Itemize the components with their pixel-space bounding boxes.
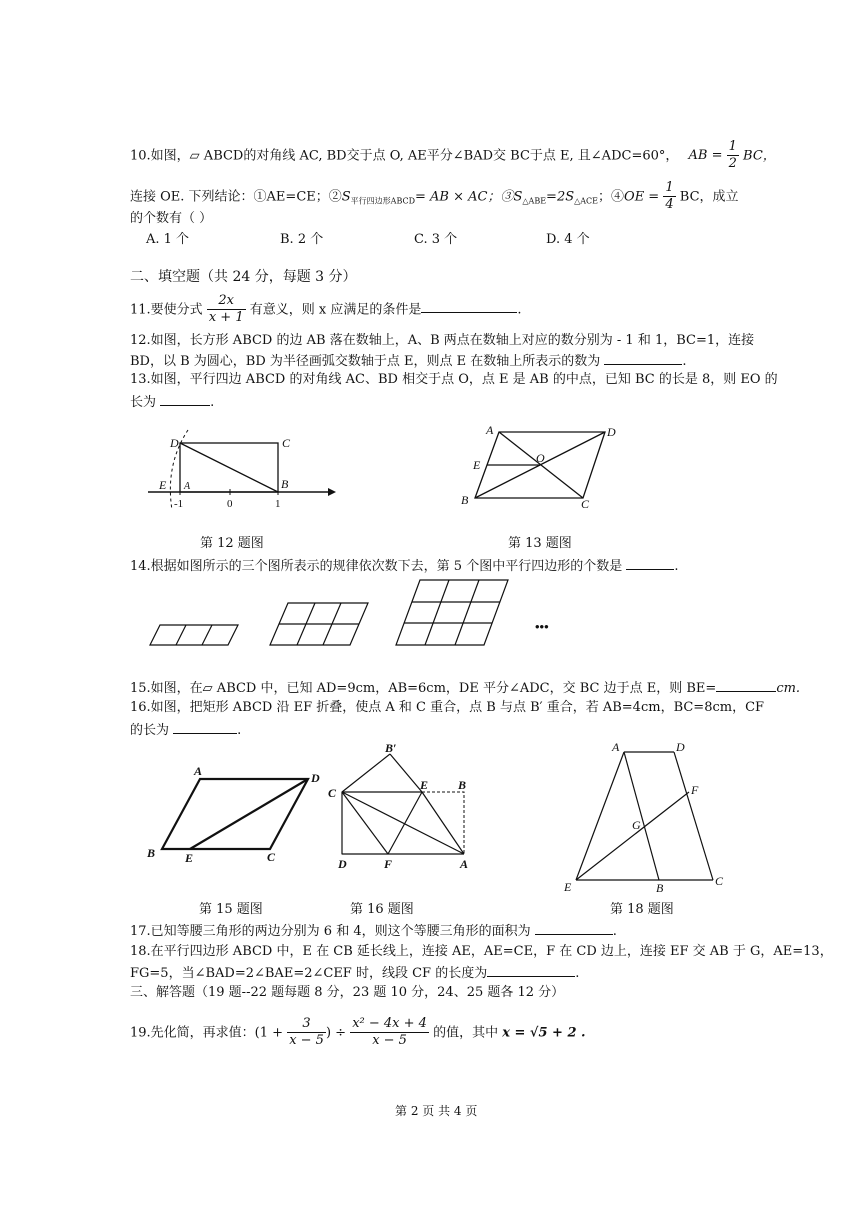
q12-line1: 12.如图，长方形 ABCD 的边 AB 落在数轴上，A、B 两点在数轴上对应的数分别为 - 1 和 1，BC=1，连接 xyxy=(130,333,755,348)
label-d: D xyxy=(170,436,179,450)
segment-de xyxy=(190,779,308,849)
q18-line2 xyxy=(130,964,579,982)
tick-label-0: 0 xyxy=(227,498,233,510)
frac-num: 3 xyxy=(287,1016,326,1033)
label-f: F xyxy=(691,783,699,797)
figure-16 xyxy=(320,742,480,877)
frac-den: x − 5 xyxy=(372,1033,407,1049)
pattern-2 xyxy=(270,603,368,645)
q16-answer-blank[interactable] xyxy=(173,721,237,734)
tick-label-neg1: -1 xyxy=(174,498,184,510)
q15-answer-blank[interactable] xyxy=(716,679,776,692)
diagonal-bd xyxy=(180,443,278,492)
pattern-3 xyxy=(396,580,508,645)
q14-text: 14.根据如图所示的三个图所表示的规律依次数下去，第 5 个图中平行四边形的个数是 xyxy=(130,559,623,574)
q18-line2-text: FG=5，当∠BAD=2∠BAE=2∠CEF 时，线段 CF 的长度为 xyxy=(130,966,488,981)
q16-line2-text: 的长为 xyxy=(130,723,170,738)
q19-fraction-1 xyxy=(287,1016,326,1050)
label-a: A xyxy=(184,481,191,492)
q17-text: 17.已知等腰三角形的两边分别为 6 和 4，则这个等腰三角形的面积为 xyxy=(130,924,531,939)
label-e: E xyxy=(185,851,194,865)
q18-end: . xyxy=(575,966,580,981)
q10-line2 xyxy=(130,180,739,214)
q13-line2 xyxy=(130,393,214,411)
figure-15 xyxy=(140,765,330,865)
fig18-caption: 第 18 题图 xyxy=(610,902,674,917)
diagonal-ca xyxy=(342,792,464,854)
side-ab xyxy=(624,752,659,880)
label-g: G xyxy=(632,818,641,832)
label-e: E xyxy=(564,880,572,894)
q10-line2-a: 连接 OE. 下列结论：①AE=CE；② xyxy=(130,189,342,205)
q10-line2-sub3: △ACE xyxy=(574,196,599,206)
q13-line1: 13.如图，平行四边 ABCD 的对角线 AC、BD 相交于点 O，点 E 是 AB 的中点，已知 BC 的长是 8，则 EO 的 xyxy=(130,372,778,387)
label-b: B xyxy=(458,778,467,792)
q11-suffix: 有意义，则 x 应满足的条件是 xyxy=(249,302,422,318)
side-dc xyxy=(674,752,713,880)
fig16-caption: 第 16 题图 xyxy=(350,902,414,917)
q15-end: cm. xyxy=(776,681,801,696)
q14 xyxy=(130,557,679,575)
q10-line2-d: =2S xyxy=(546,189,575,205)
q10-line2-sub: 平行四边形ABCD xyxy=(350,196,416,206)
label-a: A xyxy=(612,740,620,754)
q19-mid: ) ÷ xyxy=(325,1025,347,1041)
q10-ab-rhs: BC， xyxy=(743,148,776,164)
q19 xyxy=(130,1016,586,1050)
page-footer: 第 2 页 共 4 页 xyxy=(395,1104,478,1118)
q17-end: . xyxy=(612,924,617,939)
figure-12 xyxy=(140,425,340,515)
q11-end: . xyxy=(517,302,522,318)
label-c: C xyxy=(267,850,276,864)
frac-num: 2x xyxy=(207,293,246,310)
label-e: E xyxy=(159,478,167,492)
q17 xyxy=(130,922,617,940)
q14-pattern-figures xyxy=(148,578,548,650)
q13-line2-text: 长为 xyxy=(130,395,157,410)
q19-condition: x = √5 + 2 . xyxy=(502,1025,586,1041)
label-a: A xyxy=(460,857,469,871)
label-c: C xyxy=(282,436,291,450)
q14-end: . xyxy=(674,559,679,574)
label-d: D xyxy=(338,857,347,871)
section2-title: 二、填空题（共 24 分，每题 3 分） xyxy=(130,269,357,285)
q11-prefix: 11.要使分式 xyxy=(130,302,203,318)
label-b: B xyxy=(656,881,664,895)
label-e: E xyxy=(473,458,481,472)
segment-b1e xyxy=(390,754,422,792)
segment-cf xyxy=(342,792,388,854)
q12-end: . xyxy=(682,354,687,369)
frac-den: x + 1 xyxy=(208,310,244,326)
q11 xyxy=(130,293,521,327)
label-b: B xyxy=(147,846,156,860)
q10-line2-sub2: △ABE xyxy=(522,196,547,206)
label-b-prime: B′ xyxy=(385,741,397,755)
ellipsis: ••• xyxy=(535,619,549,634)
q10-line1-text: 10.如图，▱ ABCD的对角线 AC, BD交于点 O, AE平分∠BAD交 BC于点 E, 且∠ADC=60°， xyxy=(130,148,679,164)
q14-answer-blank[interactable] xyxy=(626,557,674,570)
frac-num: 1 xyxy=(663,180,675,197)
axis-arrow xyxy=(328,488,336,496)
q10-line3: 的个数有（ ） xyxy=(130,211,213,226)
label-a: A xyxy=(194,764,203,778)
q17-answer-blank[interactable] xyxy=(535,922,613,935)
q10-line2-b: S xyxy=(341,189,351,205)
label-b: B xyxy=(281,477,289,491)
label-f: F xyxy=(384,857,393,871)
q16-line1: 16.如图，把矩形 ABCD 沿 EF 折叠，使点 A 和 C 重合，点 B 与点 B′ 重合，若 AB=4cm，BC=8cm，CF xyxy=(130,700,765,715)
figure-18 xyxy=(558,735,738,895)
fig12-caption: 第 12 题图 xyxy=(200,536,264,551)
q13-end: . xyxy=(210,395,215,410)
fold-ef xyxy=(388,792,422,854)
q11-fraction xyxy=(207,293,246,327)
q15-text: 15.如图，在▱ ABCD 中，已知 AD=9cm，AB=6cm，DE 平分∠ADC，交 BC 边于点 E，则 BE= xyxy=(130,681,717,696)
label-b: B xyxy=(461,493,469,507)
q11-answer-blank[interactable] xyxy=(421,300,517,313)
label-o: O xyxy=(536,451,545,465)
q10-ab-fraction xyxy=(727,139,739,173)
q12-answer-blank[interactable] xyxy=(604,352,682,365)
frac-den: 4 xyxy=(665,197,674,213)
q10-option-c: C. 3 个 xyxy=(414,232,458,247)
q10-ab-lhs: AB = xyxy=(688,148,723,164)
segment-ea xyxy=(422,792,464,854)
segment-cb1 xyxy=(342,754,390,792)
section3-title: 三、解答题（19 题--22 题每题 8 分，23 题 10 分，24、25 题各 12 分） xyxy=(130,985,565,1000)
q10-line1 xyxy=(130,139,776,173)
label-c: C xyxy=(715,874,724,888)
q13-answer-blank[interactable] xyxy=(160,393,210,406)
q18-line1: 18.在平行四边形 ABCD 中，E 在 CB 延长线上，连接 AE，AE=CE，F 在 CD 边上，连接 EF 交 AB 于 G，AE=13， xyxy=(130,944,833,959)
fig13-caption: 第 13 题图 xyxy=(508,536,572,551)
label-d: D xyxy=(607,425,616,439)
label-e: E xyxy=(420,778,429,792)
frac-den: x − 5 xyxy=(289,1033,324,1049)
frac-num: x² − 4x + 4 xyxy=(350,1016,429,1033)
label-a: A xyxy=(486,423,494,437)
q19-fraction-2 xyxy=(350,1016,429,1050)
label-c: C xyxy=(581,497,590,511)
fig15-caption: 第 15 题图 xyxy=(199,902,263,917)
q10-line2-f: OE = xyxy=(624,189,660,205)
q10-line2-g: BC，成立 xyxy=(679,189,739,205)
frac-den: 2 xyxy=(728,156,737,172)
figure-13 xyxy=(455,420,630,510)
parallelogram-abcd xyxy=(162,779,308,849)
label-c: C xyxy=(328,786,337,800)
q18-answer-blank[interactable] xyxy=(487,964,575,977)
q10-option-a: A. 1 个 xyxy=(146,232,190,247)
q19-suffix: 的值，其中 xyxy=(433,1025,499,1041)
label-d: D xyxy=(676,740,685,754)
tick-label-1: 1 xyxy=(275,498,281,510)
label-d: D xyxy=(311,771,320,785)
q10-option-d: D. 4 个 xyxy=(546,232,590,247)
pattern-1 xyxy=(150,625,238,645)
q10-option-b: B. 2 个 xyxy=(280,232,324,247)
q10-line2-e: ；④ xyxy=(598,189,625,205)
q16-line2 xyxy=(130,721,241,739)
frac-num: 1 xyxy=(727,139,739,156)
q10-line2-c: = AB × AC；③S xyxy=(415,189,523,205)
q12-line2-text: BD，以 B 为圆心，BD 为半径画弧交数轴于点 E，则点 E 在数轴上所表示的数为 xyxy=(130,354,601,369)
q15 xyxy=(130,679,800,697)
q19-prefix: 19.先化简，再求值：(1 + xyxy=(130,1025,284,1041)
q12-line2 xyxy=(130,352,687,370)
q10-oe-fraction xyxy=(663,180,675,214)
q16-end: . xyxy=(237,723,242,738)
